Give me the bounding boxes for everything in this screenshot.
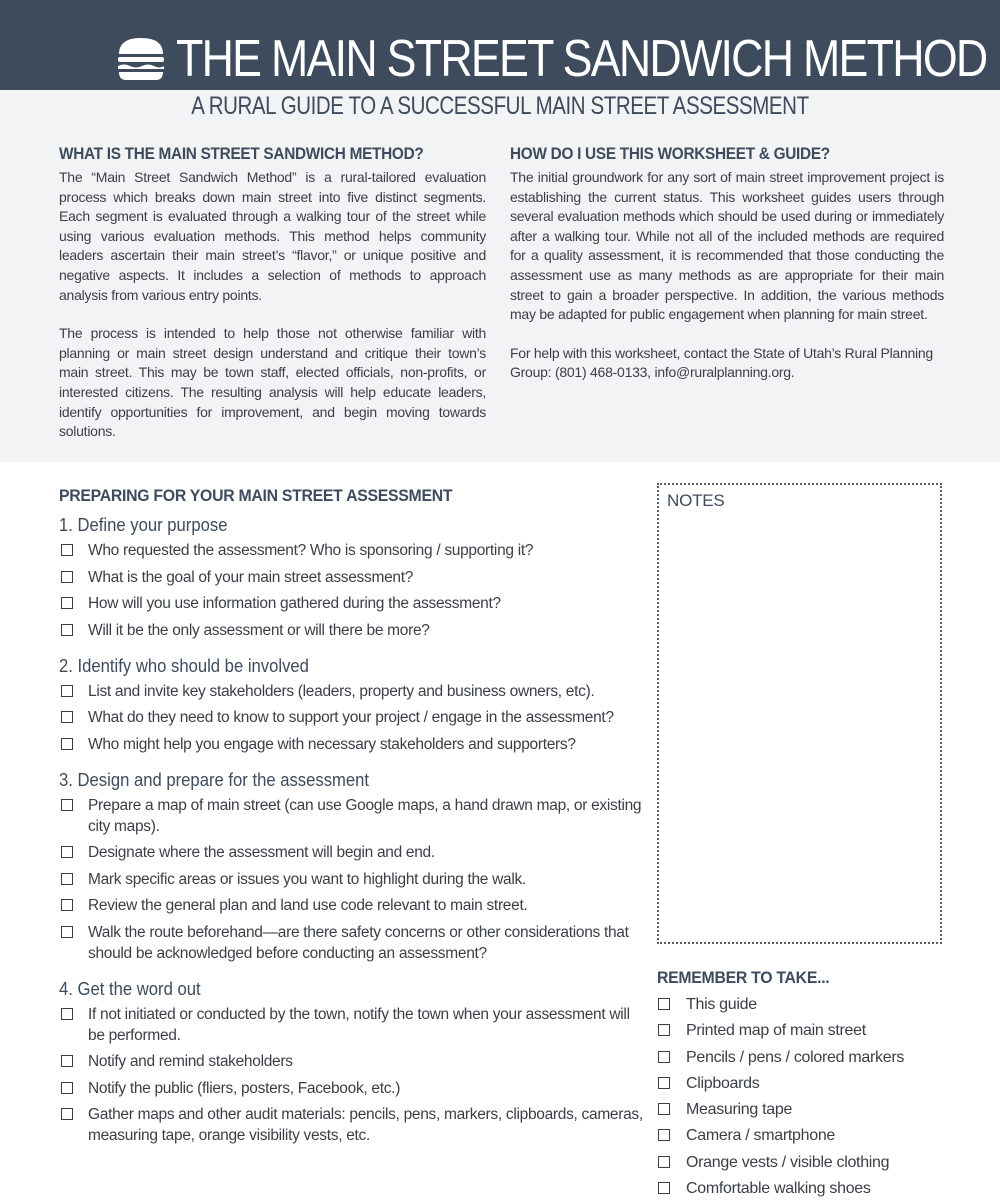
- how-heading: HOW DO I USE THIS WORKSHEET & GUIDE?: [510, 145, 830, 163]
- checklist-item: [59, 895, 649, 916]
- title-block: [116, 28, 1000, 90]
- checkbox[interactable]: [658, 1156, 670, 1168]
- checklist-item-label: Notify and remind stakeholders: [88, 1053, 293, 1070]
- checkbox[interactable]: [61, 1008, 73, 1020]
- checklist-item: [59, 620, 649, 641]
- checkbox[interactable]: [658, 1024, 670, 1036]
- checkbox[interactable]: [61, 711, 73, 723]
- checklist-item: [59, 869, 649, 890]
- remember-section: [657, 968, 957, 1203]
- checklist-item: [59, 795, 649, 837]
- checkbox[interactable]: [61, 1108, 73, 1120]
- remember-heading: REMEMBER TO TAKE...: [657, 968, 830, 987]
- checklist-item-label: Pencils / pens / colored markers: [686, 1048, 905, 1066]
- checklist-item-label: Walk the route beforehand—are there safety concerns or other considerations that should be acknowledged before conducting an assessment?: [88, 923, 629, 962]
- how-section: [510, 145, 944, 383]
- checklist-item-label: Orange vests / visible clothing: [686, 1153, 890, 1171]
- checkbox[interactable]: [61, 899, 73, 911]
- checklist-item-label: Mark specific areas or issues you want to highlight during the walk.: [88, 870, 526, 888]
- sandwich-icon: [116, 36, 166, 82]
- checklist-item: [59, 540, 649, 561]
- step-title: 2. Identify who should be involved: [59, 654, 309, 676]
- checklist-item-label: This guide: [686, 996, 757, 1013]
- checkbox[interactable]: [658, 998, 670, 1010]
- checkbox[interactable]: [658, 1129, 670, 1141]
- step-word-out: [59, 978, 649, 1147]
- what-heading: WHAT IS THE MAIN STREET SANDWICH METHOD?: [59, 145, 424, 163]
- step-design-prepare: [59, 769, 649, 964]
- checklist-item-label: Review the general plan and land use code relevant to main street.: [88, 897, 528, 914]
- checklist-item: [59, 734, 649, 755]
- checklist-item: [657, 994, 957, 1015]
- step-title: 1. Define your purpose: [59, 514, 228, 535]
- checkbox[interactable]: [61, 846, 73, 858]
- step-identify-involved: [59, 655, 649, 755]
- preparing-heading: PREPARING FOR YOUR MAIN STREET ASSESSMENT: [59, 486, 453, 505]
- checklist-item: [657, 1152, 957, 1173]
- page-subtitle: A RURAL GUIDE TO A SUCCESSFUL MAIN STREET ASSESSMENT: [191, 92, 809, 120]
- checklist-item: [59, 593, 649, 614]
- checklist-item-label: Notify the public (fliers, posters, Facebook, etc.): [88, 1079, 401, 1097]
- checklist-item-label: What is the goal of your main street assessment?: [88, 568, 414, 586]
- checklist-item-label: Gather maps and other audit materials: pencils, pens, markers, clipboards, cameras, measuring tape, orange visibility vests, etc.: [88, 1106, 643, 1144]
- checklist-item-label: Will it be the only assessment or will there be more?: [88, 621, 430, 639]
- checklist-item-label: Camera / smartphone: [686, 1127, 836, 1145]
- how-paragraph-1: The initial groundwork for any sort of main street improvement project is establishing the current status. This worksheet guides users through several evaluation methods which should be used during or immediately after a walking tour. While not all of the included methods are required for a quality assessment, it is recommended that those conducting the assessment use as many methods as are appropriate for their main street to gain a broader perspective. In addition, the various methods may be adapted for public engagement when planning for main street.: [510, 169, 944, 323]
- checklist-item: [59, 1078, 649, 1099]
- checklist-item-label: Designate where the assessment will begin and end.: [88, 844, 435, 861]
- step-title: 4. Get the word out: [59, 977, 201, 999]
- checklist-item: [59, 567, 649, 588]
- checkbox[interactable]: [61, 597, 73, 609]
- checkbox[interactable]: [658, 1182, 670, 1194]
- checkbox[interactable]: [61, 1082, 73, 1094]
- what-paragraph-1: The “Main Street Sandwich Method” is a rural-tailored evaluation process which breaks down main street into five distinct segments. Each segment is evaluated through a walking tour of the street while using various evaluation methods. This method helps community leaders ascertain their main street’s “flavor,” or unique positive and negative aspects. It includes a selection of methods to approach analysis from various entry points.: [59, 169, 486, 303]
- what-section: [59, 145, 486, 442]
- checkbox[interactable]: [658, 1103, 670, 1115]
- checklist-item-label: Printed map of main street: [686, 1022, 866, 1040]
- checklist-item: [657, 1020, 957, 1041]
- checklist-item-label: If not initiated or conducted by the town, notify the town when your assessment will be performed.: [88, 1005, 630, 1044]
- checkbox[interactable]: [658, 1077, 670, 1089]
- checklist-item-label: Clipboards: [686, 1074, 760, 1092]
- checklist-item: [657, 1125, 957, 1146]
- notes-label: NOTES: [667, 491, 725, 510]
- checkbox[interactable]: [61, 926, 73, 938]
- checklist-item: [59, 922, 649, 964]
- notes-box[interactable]: [657, 483, 942, 944]
- checklist-item: [657, 1178, 957, 1199]
- checklist-item: [59, 1051, 649, 1072]
- checklist-item-label: Who requested the assessment? Who is sponsoring / supporting it?: [88, 542, 534, 559]
- checkbox[interactable]: [61, 571, 73, 583]
- checklist-item: [657, 1073, 957, 1094]
- checklist-item-label: How will you use information gathered during the assessment?: [88, 595, 501, 612]
- checklist-item-label: List and invite key stakeholders (leaders, property and business owners, etc).: [88, 682, 595, 700]
- checklist-item-label: Measuring tape: [686, 1101, 793, 1119]
- checklist-item: [59, 1104, 649, 1146]
- step-define-purpose: [59, 514, 649, 641]
- checklist-item: [59, 681, 649, 702]
- checkbox[interactable]: [61, 624, 73, 636]
- how-paragraph-2: For help with this worksheet, contact the State of Utah’s Rural Planning Group: (801) 468-0133, info@ruralplanning.org.: [510, 344, 933, 381]
- checkbox[interactable]: [61, 738, 73, 750]
- what-paragraph-2: The process is intended to help those not otherwise familiar with planning or main street design understand and critique their town’s main street. This may be town staff, elected officials, non-profits, or interested citizens. The resulting analysis will help educate leaders, identify opportunities for improvement, and begin moving towards solutions.: [59, 325, 486, 440]
- checkbox[interactable]: [658, 1051, 670, 1063]
- checklist-item: [59, 707, 649, 728]
- checkbox[interactable]: [61, 544, 73, 556]
- checklist-item-label: Who might help you engage with necessary stakeholders and supporters?: [88, 735, 576, 753]
- checkbox[interactable]: [61, 799, 73, 811]
- checklist-item-label: Prepare a map of main street (can use Google maps, a hand drawn map, or existing city maps).: [88, 796, 642, 835]
- checkbox[interactable]: [61, 1055, 73, 1067]
- checklist-item-label: What do they need to know to support your project / engage in the assessment?: [88, 709, 614, 726]
- checklist-item-label: Comfortable walking shoes: [686, 1180, 871, 1198]
- checkbox[interactable]: [61, 873, 73, 885]
- step-title: 3. Design and prepare for the assessment: [59, 768, 370, 790]
- checklist-item: [657, 1099, 957, 1120]
- checklist-item: [657, 1047, 957, 1068]
- checklist-item: [59, 842, 649, 863]
- checkbox[interactable]: [61, 685, 73, 697]
- checklist-item: [59, 1004, 649, 1046]
- preparing-section: [59, 486, 649, 1152]
- page-title: THE MAIN STREET SANDWICH METHOD: [176, 30, 987, 88]
